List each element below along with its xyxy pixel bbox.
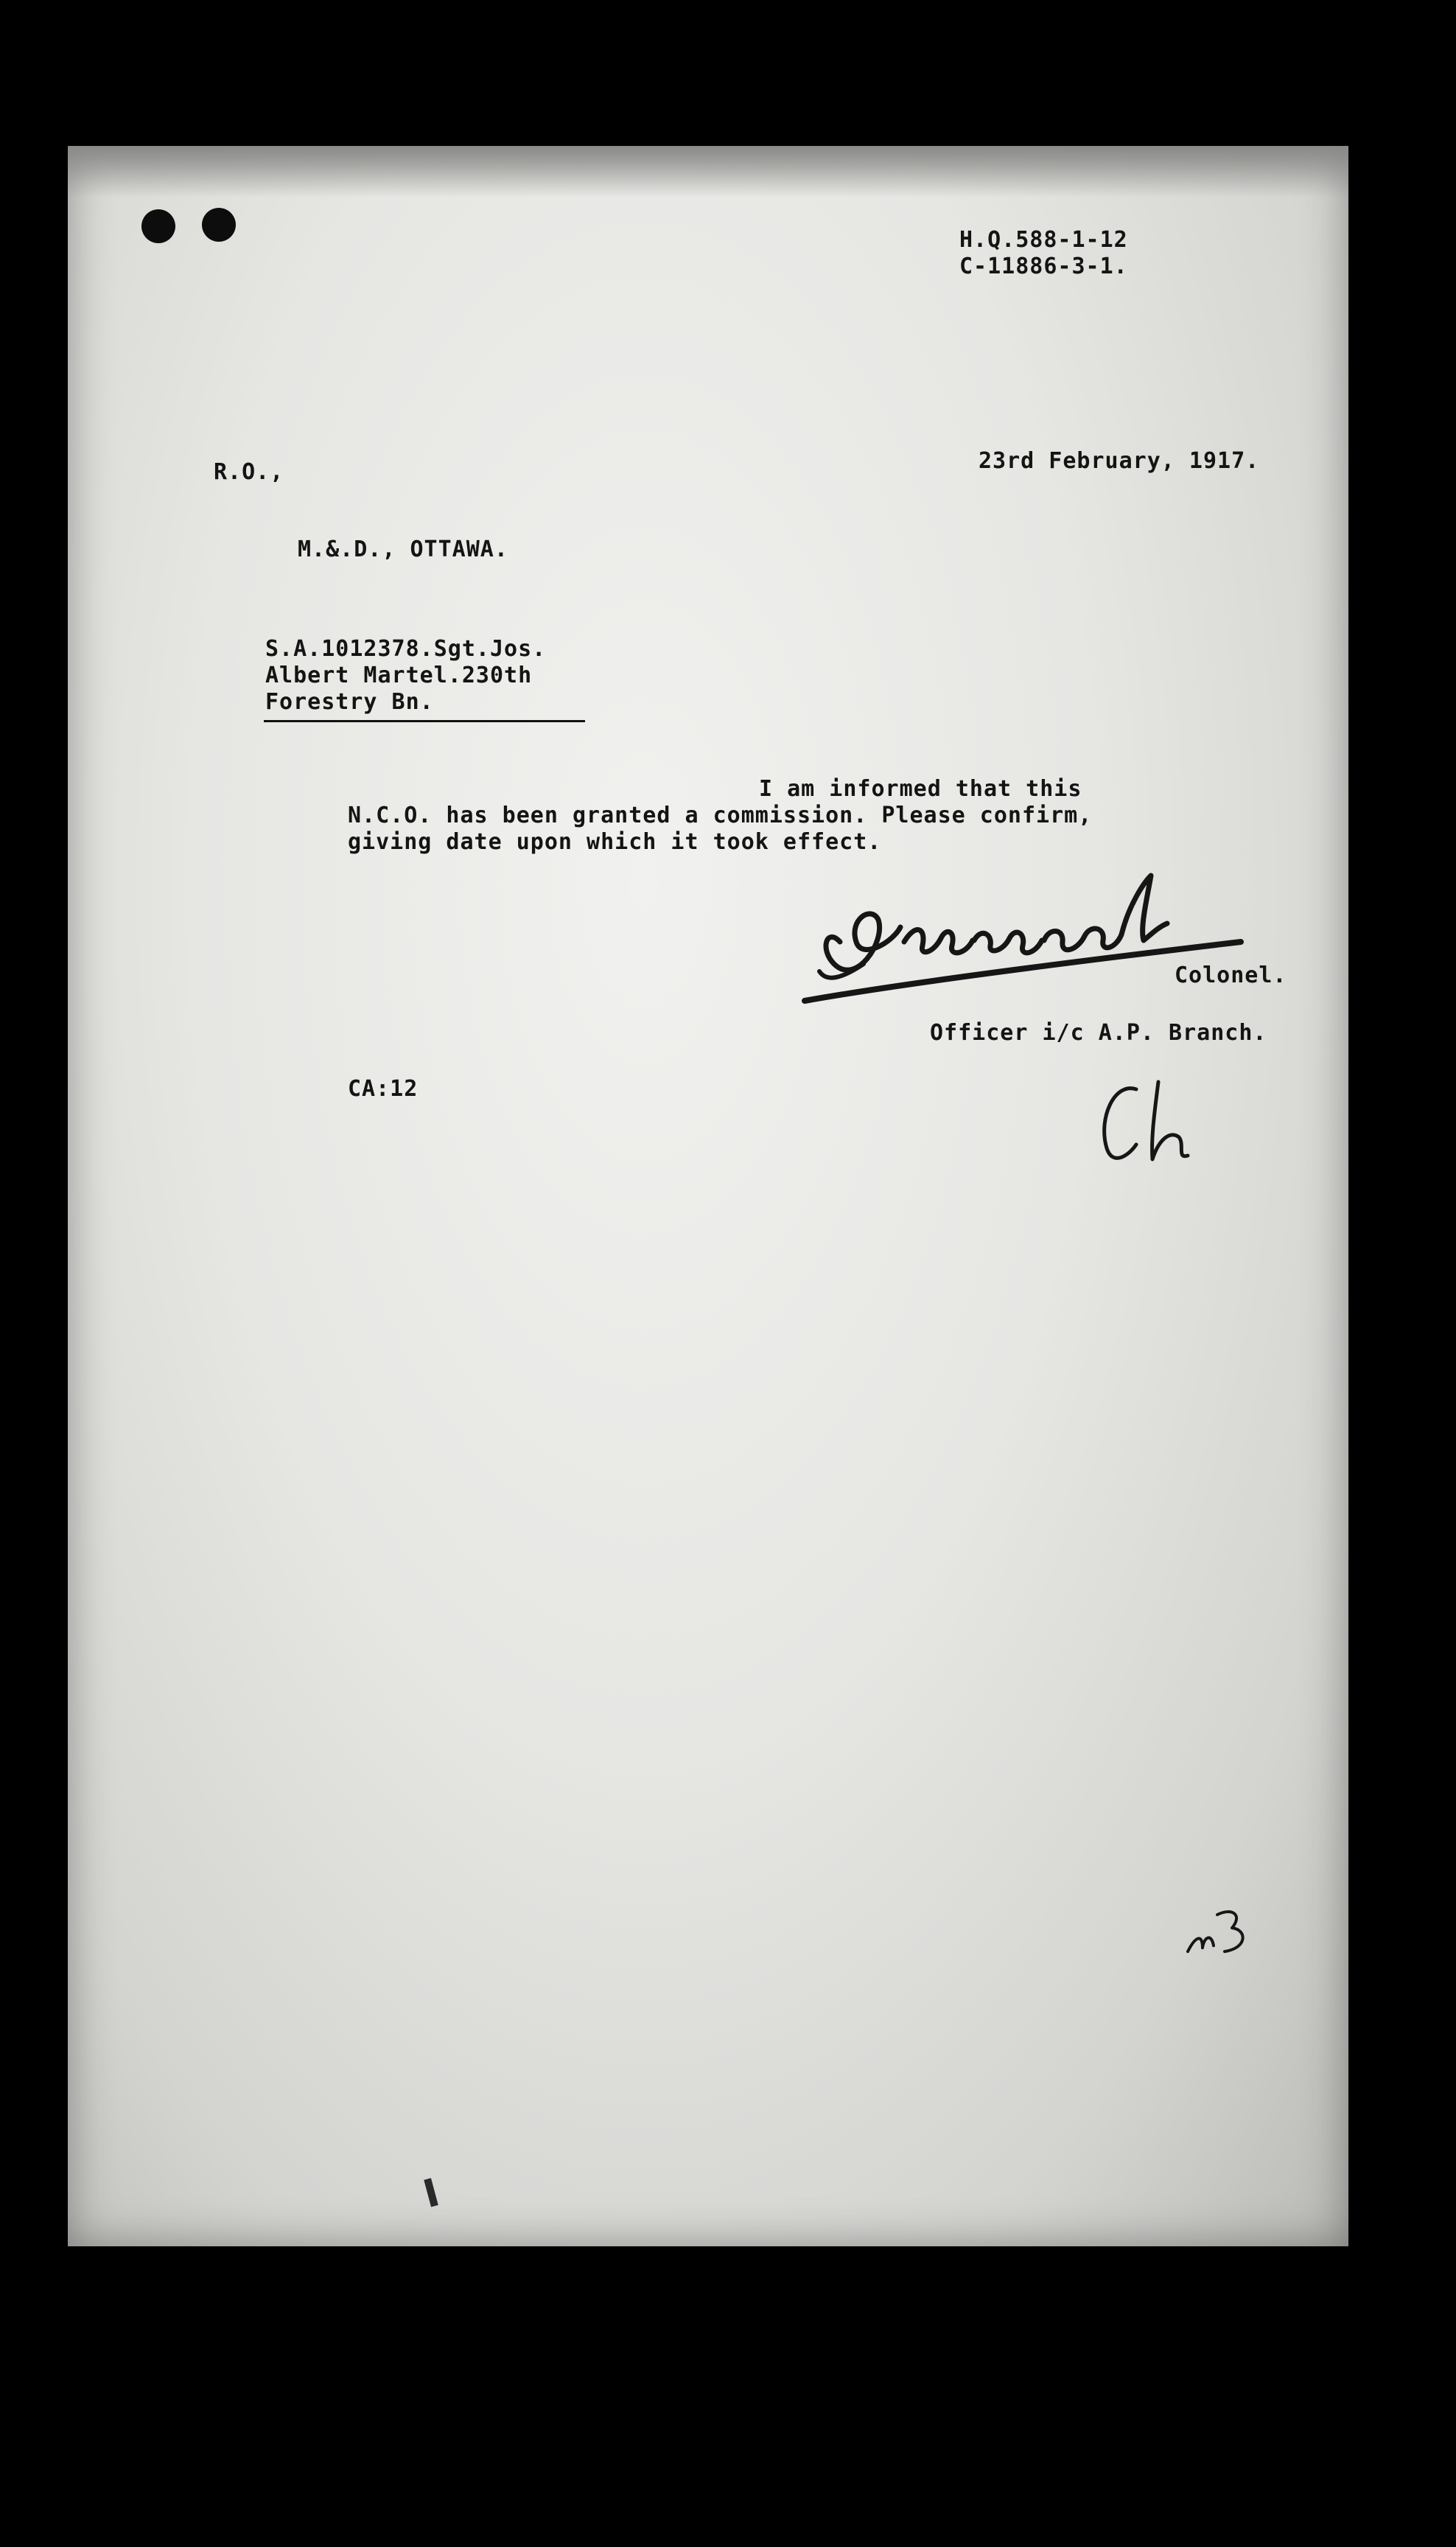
punch-hole-right [202, 208, 236, 242]
handwritten-page-number [1180, 1893, 1269, 1966]
scan-mark [424, 2178, 438, 2207]
file-reference-2: C-11886-3-1. [959, 254, 1128, 279]
signatory-rank: Colonel. [1175, 962, 1287, 988]
body-line-1: I am informed that this [759, 776, 1082, 802]
file-reference-1: H.Q.588-1-12 [959, 227, 1128, 253]
handwritten-signature [775, 853, 1247, 1016]
recipient-line: M.&.D., OTTAWA. [298, 537, 508, 562]
subject-line-1: S.A.1012378.Sgt.Jos. [265, 636, 547, 662]
subject-line-2: Albert Martel.230th [265, 663, 533, 688]
subject-line-3: Forestry Bn. [265, 689, 434, 715]
subject-underline [264, 720, 585, 722]
body-line-3: giving date upon which it took effect. [348, 829, 882, 855]
punch-hole-left [141, 209, 175, 243]
handwritten-initials [1085, 1067, 1232, 1178]
letter-date: 23rd February, 1917. [979, 448, 1260, 474]
document-page [68, 146, 1348, 2246]
body-line-2: N.C.O. has been granted a commission. Please confirm, [348, 803, 1093, 828]
reference-initials: CA:12 [348, 1076, 419, 1102]
sender-line: R.O., [214, 459, 284, 485]
signatory-title: Officer i/c A.P. Branch. [930, 1020, 1267, 1046]
